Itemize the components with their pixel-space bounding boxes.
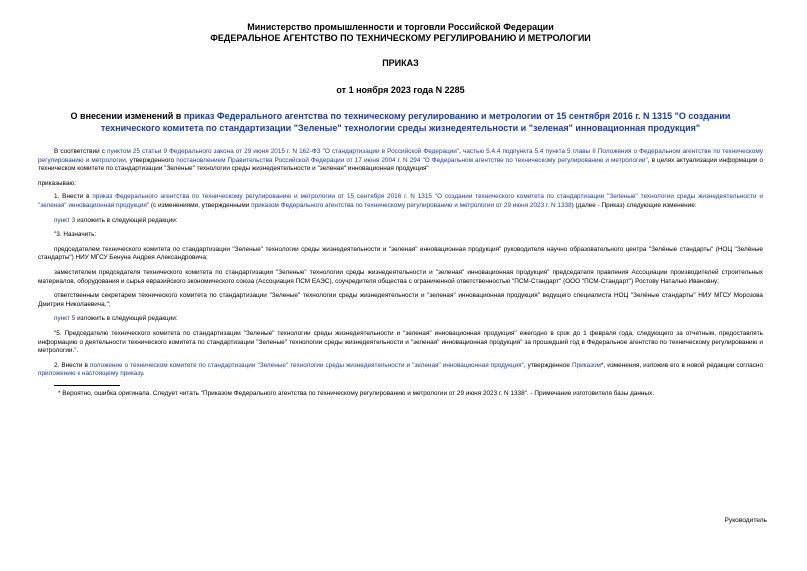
preamble-text-1: В соответствии с <box>54 148 107 155</box>
preamble-text-3: , утвержденного <box>125 156 177 164</box>
order-1315-link[interactable]: приказ Федерального агентства по техническому регулированию и метрологии от 15 сентября 2016 г. N 1315 "О создании технического комитета по стандартизации "Зеленые" технологии среды жизнедеятельности и "зеленая" инновационная продукция" <box>38 193 763 209</box>
item-1-text-3: ) (далее - Приказ) следующие изменение: <box>571 201 697 209</box>
secretary-paragraph: ответственным секретарем технического комитета по стандартизации "Зеленые" технологии среды жизнедеятельности и "зеленая" инновационная продукция" ведущего специалиста НОЦ "Зелёные стандарты" НИУ МГСУ Морозова Дмитрия Николаевича."; <box>38 292 763 308</box>
point-5-intro-text: изложить в следующей редакции: <box>75 315 178 323</box>
subject-prefix: О внесении изменений в <box>70 111 184 121</box>
committee-regulation-link[interactable]: положение о техническом комитете по стандартизации "Зеленые" технологии среды жизнедеятельности и "зеленая" инновационная продукция" <box>89 361 524 369</box>
item-2-paragraph <box>38 362 763 379</box>
subject-order-link[interactable]: приказ Федерального агентства по техническому регулированию и метрологии от 15 сентября 2016 г. N 1315 "О создании технического комитета по стандартизации "Зеленые" технологии среды жизнедеятельности и "зеленая" инновационная продукция" <box>100 111 731 133</box>
item-2-text-4: . <box>142 370 145 378</box>
law-162-fz-link[interactable]: пунктом 25 статьи 9 Федерального закона от 29 июня 2015 г. N 162-ФЗ "О стандартизации в Российской Федерации" <box>107 148 460 155</box>
point-5-link[interactable]: пункт 5 <box>54 315 76 323</box>
footnote-divider <box>54 385 120 386</box>
item-1-text-2: (с изменениями, утвержденными <box>149 201 252 209</box>
item-2-text-1: 2. Внести в <box>54 361 90 369</box>
item-1-text-1: 1. Внести в <box>54 193 93 201</box>
document-subject <box>38 110 763 134</box>
preamble-paragraph <box>38 148 763 174</box>
point-3-intro-text: изложить в следующей редакции: <box>75 216 178 224</box>
point-5-intro <box>38 315 763 324</box>
preamble-text-2: , <box>459 148 463 155</box>
point-5-paragraph: "5. Председателю технического комитета по стандартизации "Зеленые" технологии среды жизнедеятельности и "зеленая" инновационная продукция" ежегодно в срок до 1 февраля года, следующего за отчетным, предоставлять информацию о деятельности технического комитета по стандартизации "Зеленые" технологии среды жизнедеятельности и "зеленая" инновационная продукция" за прошедший год в Федеральное агентство по техническому регулированию и метрологии.". <box>38 329 763 355</box>
preamble-text-4: , в целях актуализации информации о техническом комитете по стандартизации "Зеленые" технологии среды жизнедеятельности и "зеленая" инновационная продукция" <box>38 156 763 173</box>
prikaz-link[interactable]: Приказом <box>572 361 601 369</box>
appendix-link[interactable]: приложению к настоящему приказу <box>38 370 143 378</box>
order-word: приказываю: <box>38 179 76 187</box>
order-1338-link[interactable]: приказом Федерального агентства по техническому регулированию и метрологии от 29 июня 2023 г. N 1338 <box>251 201 572 209</box>
chair-paragraph: председателем технического комитета по стандартизации "Зеленые" технологии среды жизнедеятельности и "зеленая" инновационная продукция" руководителя научно образовательного центра "Зелёные стандарты" (НОЦ "Зелёные стандарты") НИУ МГСУ Бенуна Андрея Александровича; <box>38 245 763 262</box>
item-2-text-3: *, изменения, изложив его в новой редакции согласно <box>600 361 763 369</box>
document-body <box>38 148 763 398</box>
item-2-text-2: , утвержденное <box>523 361 572 369</box>
ministry-title: Министерство промышленности и торговли Российской Федерации <box>247 22 554 32</box>
document-type: ПРИКАЗ <box>382 58 419 68</box>
government-resolution-link[interactable]: постановлением Правительства Российской Федерации от 17 июня 2004 г. N 294 "О Федеральном агентстве по техническому регулированию и метрологии" <box>176 156 648 164</box>
point-3-intro <box>38 217 763 226</box>
point-3-link[interactable]: пункт 3 <box>54 216 76 224</box>
item-1-paragraph <box>38 193 763 210</box>
agency-title: ФЕДЕРАЛЬНОЕ АГЕНТСТВО ПО ТЕХНИЧЕСКОМУ РЕГУЛИРОВАНИЮ И МЕТРОЛОГИИ <box>210 33 591 43</box>
appoint-heading: "3. Назначить: <box>54 231 97 239</box>
deputy-paragraph: заместителем председателя технического комитета по стандартизации "Зеленые" технологии среды жизнедеятельности и "зеленая" инновационная продукция" председателя правления Ассоциации производителей строительных материалов, оборудования и сырья евразийского экономического союза (Ассоциация ПСМ ЕАЭС), соучредителя общества с ограниченной ответственностью "ПСМ-Стандарт" (ООО "ПСМ-Стандарт") Ростову Наталью Ивановну; <box>38 268 763 285</box>
footnote-text: * Вероятно, ошибка оригинала. Следует читать "Приказом Федерального агентства по техническому регулированию и метрологии от 29 июня 2023 г. N 1338". - Примечание изготовителя базы данных. <box>58 389 654 397</box>
document-date-number: от 1 ноября 2023 года N 2285 <box>336 85 465 95</box>
regulation-part-link[interactable]: частью 5.4.4 подпункта 5.4 пункта 5 главы II Положения о Федеральном агентстве по техническому регулированию и метрологии <box>38 148 763 164</box>
signature-title: Руководитель <box>724 517 767 524</box>
